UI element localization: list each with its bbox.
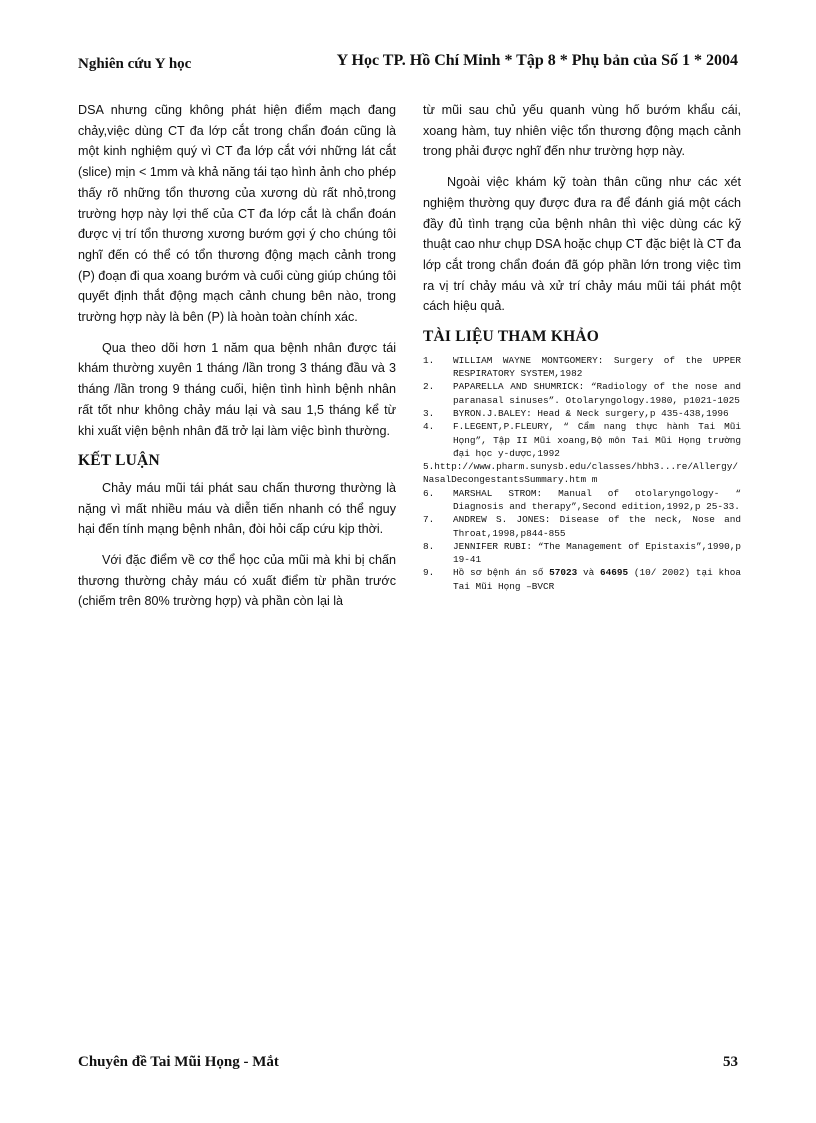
reference-text: BYRON.J.BALEY: Head & Neck surgery,p 435-438,1996 xyxy=(453,407,729,419)
record-id: 57023 xyxy=(549,567,578,579)
reference-text: WILLIAM WAYNE MONTGOMERY: Surgery of the UPPER RESPIRATORY SYSTEM,1982 xyxy=(453,354,741,380)
reference-text-prefix: Hồ sơ bệnh án số xyxy=(453,567,550,579)
reference-text: JENNIFER RUBI: “The Management of Epistaxis”,1990,p 19-41 xyxy=(453,540,741,566)
record-id: 64695 xyxy=(599,567,629,579)
body-paragraph: từ mũi sau chủ yếu quanh vùng hố bướm khẩu cái, xoang hàm, tuy nhiên việc tổn thương động mạch cảnh trong phải được nghĩ đến như trường hợp này. xyxy=(423,103,741,159)
reference-number: 9. xyxy=(423,567,435,579)
section-heading-conclusion: KẾT LUẬN xyxy=(78,452,160,470)
right-column xyxy=(423,100,741,593)
reference-number: 7. xyxy=(423,514,435,526)
reference-number: 3. xyxy=(423,407,435,419)
body-paragraph: Chảy máu mũi tái phát sau chấn thương thường là nặng vì mất nhiều máu và diễn tiến nhanh có thể nguy hại đến tính mạng bệnh nhân, đòi hỏi cấp cứu kịp thời. xyxy=(78,480,396,537)
footer-section-title: Chuyên đề Tai Mũi Họng - Mắt xyxy=(78,1054,279,1070)
reference-text-suffix: (10/ 2002) tại khoa Tai Mũi Họng –BVCR xyxy=(453,567,741,592)
reference-item xyxy=(423,487,741,514)
body-paragraph: DSA nhưng cũng không phát hiện điểm mạch đang chảy,việc dùng CT đa lớp cắt trong chẩn đoán cũng là một kinh nghiệm quý vì CT đa lớp cắt với những lát cắt (slice) mịn < 1mm và khả năng tái tạo hình ảnh cho phép thấy rõ những tổn thương của xương dù rất nhỏ,trong trường hợp này lợi thế của CT đa lớp cắt là chẩn đoán được vị trí tổn thương xương bướm gợi ý cho chúng tôi nghĩ đến có thể có tổn thương động mạch cảnh trong (P) đoạn đi qua xoang bướm và cuối cùng giúp chúng tôi quyết định thắt động mạch cảnh chung bên nào, trong trường hợp này là bên (P) là hoàn toàn chính xác. xyxy=(78,103,396,325)
journal-section: Nghiên cứu Y học xyxy=(78,56,192,72)
reference-number: 8. xyxy=(423,540,435,552)
reference-number: 6. xyxy=(423,487,435,499)
reference-item xyxy=(423,513,741,540)
reference-text-mid: và xyxy=(577,567,600,579)
body-paragraph: Với đặc điểm về cơ thể học của mũi mà khi bị chấn thương thường chảy máu có xuất điểm từ phần trước (chiếm trên 80% trường hợp) và phần còn lại là xyxy=(78,553,396,609)
reference-number: 4. xyxy=(423,421,435,433)
left-column xyxy=(78,100,396,622)
reference-text: F.LEGENT,P.FLEURY, “ Cẩm nang thực hành Tai Mũi Họng”, Tập II Mũi xoang,Bộ môn Tai Mũi Họng trường đại học y-dược,1992 xyxy=(453,421,741,459)
reference-item xyxy=(423,420,741,460)
reference-text: ANDREW S. JONES: Disease of the neck, Nose and Throat,1998,p844-855 xyxy=(453,514,741,539)
reference-number: 2. xyxy=(423,381,435,393)
section-heading-references: TÀI LIỆU THAM KHẢO xyxy=(423,328,599,346)
reference-list xyxy=(423,354,741,593)
reference-item xyxy=(423,540,741,567)
journal-citation: Y Học TP. Hồ Chí Minh * Tập 8 * Phụ bản của Số 1 * 2004 xyxy=(336,52,738,69)
reference-item xyxy=(423,380,741,407)
page-number: 53 xyxy=(723,1054,738,1070)
page-header xyxy=(78,50,738,76)
reference-number: 1. xyxy=(423,354,435,366)
body-paragraph: Qua theo dõi hơn 1 năm qua bệnh nhân được tái khám thường xuyên 1 tháng /lần trong 3 tháng đầu và 3 tháng /lần trong 9 tháng cuối, hiện tình hình bệnh nhân rất tốt như không chảy máu lại và sau 1,5 tháng kể từ khi xuất viện bệnh nhân đã trở lại làm việc bình thường. xyxy=(78,340,396,438)
page-footer xyxy=(78,1054,738,1076)
body-paragraph: Ngoài việc khám kỹ toàn thân cũng như các xét nghiệm thường quy được đưa ra để đánh giá một cách đầy đủ tình trạng của bệnh nhân thì việc dùng các kỹ thuật cao như chụp DSA hoặc chụp CT đặc biệt là CT đa lớp cắt trong chẩn đoán đã góp phần lớn trong việc tìm ra vị trí chảy máu và xử trí chảy máu mũi tái phát một cách hiệu quả. xyxy=(423,175,741,314)
reference-item xyxy=(423,407,741,420)
reference-text: PAPARELLA AND SHUMRICK: “Radiology of the nose and paranasal sinuses”. Otolaryngology.1980, p1021-1025 xyxy=(453,381,741,406)
reference-text: MARSHAL STROM: Manual of otolaryngology- “ Diagnosis and therapy”,Second edition,1992,p 25-33. xyxy=(453,487,741,512)
reference-item xyxy=(423,566,741,593)
reference-item xyxy=(423,460,741,487)
reference-url: 5.http://www.pharm.sunysb.edu/classes/hbh3...re/Allergy/NasalDecongestantsSummary.htm m xyxy=(423,461,739,486)
reference-item xyxy=(423,354,741,381)
